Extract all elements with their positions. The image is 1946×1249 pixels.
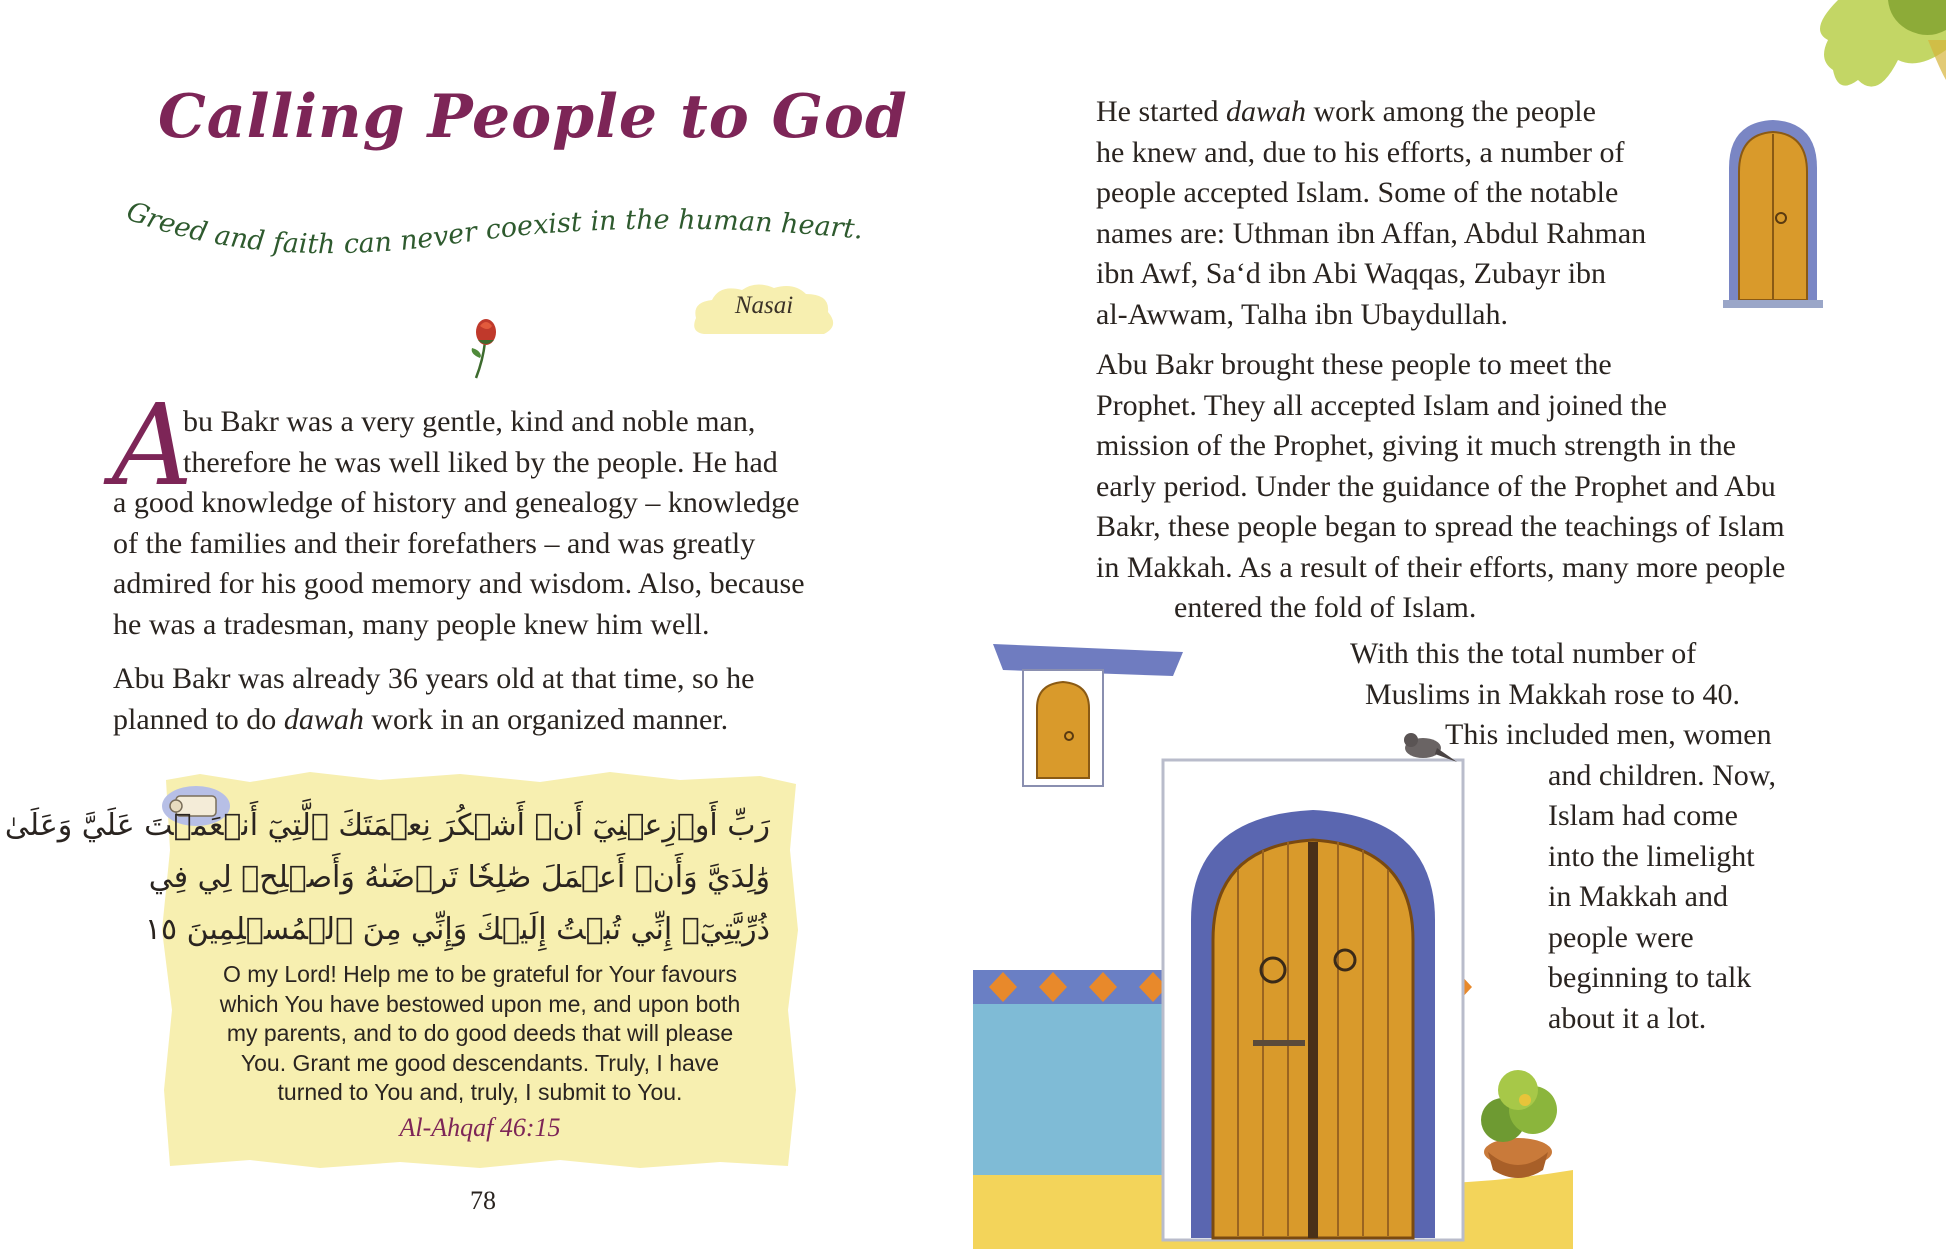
right-paragraph-3-line: in Makkah and [1548, 880, 1728, 913]
text-run: planned to do [113, 702, 284, 736]
paragraph-1 [113, 402, 833, 645]
text-run: work among the people [1305, 95, 1596, 128]
italic-term: dawah [1225, 95, 1306, 128]
verse-translation-line: You. Grant me good descendants. Truly, I have [240, 1049, 720, 1076]
right-paragraph-2-line: Prophet. They all accepted Islam and joined the [1096, 388, 1667, 422]
page-number: 78 [470, 1186, 496, 1215]
plant-pot-icon [1481, 1070, 1557, 1178]
right-paragraph-1-line: ibn Awf, Sa‘d ibn Abi Waqqas, Zubayr ibn [1096, 257, 1607, 290]
paragraph-1-line: of the families and their forefathers – and was greatly [113, 526, 756, 560]
right-paragraph-3-line: beginning to talk [1548, 961, 1752, 994]
verse-arabic-line: وَٰلِدَيَّ وَأَنۡ أَعۡمَلَ صَٰلِحٗا تَرۡضَىٰهُ وَأَصۡلِحۡ لِي فِي [148, 860, 770, 895]
hadith-quote-text [122, 196, 864, 261]
paragraph-1-line: admired for his good memory and wisdom. Also, because [113, 567, 805, 600]
right-paragraph-2-line: Bakr, these people began to spread the teachings of Islam [1096, 510, 1785, 543]
right-paragraph-1-line: names are: Uthman ibn Affan, Abdul Rahman [1096, 216, 1647, 250]
foliage-icon [1778, 0, 1946, 105]
verse-reference: Al-Ahqaf 46:15 [399, 1113, 561, 1142]
small-door-illustration [1723, 118, 1823, 308]
verse-translation-line: which You have bestowed upon me, and upon both [219, 990, 741, 1017]
paragraph-1-line: therefore he was well liked by the people. He had [183, 445, 778, 479]
paragraph-2-line: Abu Bakr was already 36 years old at that time, so he [113, 662, 755, 695]
verse-translation-line: my parents, and to do good deeds that will please [226, 1020, 734, 1046]
right-paragraph-2-line: entered the fold of Islam. [1174, 591, 1477, 624]
right-paragraph-3 [1123, 634, 1776, 1039]
right-paragraph-2-line: mission of the Prophet, giving it much strength in the [1096, 429, 1736, 462]
italic-term: dawah [283, 702, 364, 736]
hadith-source: Nasai [734, 292, 794, 319]
verse-translation [175, 960, 785, 1108]
right-paragraph-1 [1096, 92, 1646, 335]
text-run: He started [1096, 95, 1226, 128]
verse-translation-line: O my Lord! Help me to be grateful for Your favours [223, 961, 737, 987]
paragraph-1-line: he was a tradesman, many people knew him well. [113, 607, 710, 641]
right-paragraph-2 [1096, 345, 1785, 629]
right-paragraph-1-line [1096, 92, 1646, 133]
right-paragraph-3-line: and children. Now, [1548, 758, 1776, 792]
right-paragraph-3-line: Islam had come [1548, 799, 1738, 832]
right-page [973, 0, 1946, 1249]
verse-translation-line: turned to You and, truly, I submit to You. [277, 1079, 683, 1105]
right-paragraph-3-line: into the limelight [1548, 839, 1755, 873]
right-paragraph-3-line: Muslims in Makkah rose to 40. [1365, 677, 1740, 711]
right-paragraph-3-line: This included men, women [1445, 718, 1772, 751]
verse-arabic [4, 800, 770, 956]
paragraph-2 [113, 659, 833, 740]
right-paragraph-1-line: he knew and, due to his efforts, a number of [1096, 135, 1625, 169]
text-run: work in an organized manner. [363, 702, 729, 736]
right-paragraph-2-line: Abu Bakr brought these people to meet the [1096, 348, 1612, 381]
right-paragraph-3-line: people were [1548, 920, 1694, 954]
paragraph-2-line [113, 700, 833, 741]
right-paragraph-3-line: With this the total number of [1350, 637, 1697, 670]
right-paragraph-1-line: al-Awwam, Talha ibn Ubaydullah. [1096, 297, 1508, 331]
right-paragraph-3-line: about it a lot. [1548, 1001, 1707, 1035]
right-paragraph-1-line: people accepted Islam. Some of the notable [1096, 176, 1619, 209]
drop-cap: A [112, 381, 193, 511]
paragraph-1-line: bu Bakr was a very gentle, kind and noble man, [183, 405, 756, 438]
verse-arabic-line: رَبِّ أَوۡزِعۡنِيٓ أَنۡ أَشۡكُرَ نِعۡمَتَكَ ٱلَّتِيٓ أَنۡعَمۡتَ عَلَيَّ وَعَلَىٰ [4, 808, 770, 843]
rose-icon [468, 318, 502, 380]
right-paragraph-2-line: early period. Under the guidance of the Prophet and Abu [1096, 469, 1776, 503]
paragraph-1-line: a good knowledge of history and genealogy – knowledge [113, 486, 800, 519]
hadith-quote-textpath: Greed and faith can never coexist in the human heart. [122, 195, 865, 261]
right-paragraph-2-line: in Makkah. As a result of their efforts, many more people [1096, 550, 1786, 584]
verse-arabic-line: ذُرِّيَّتِيٓۖ إِنِّي تُبۡتُ إِلَيۡكَ وَإِنِّي مِنَ ٱلۡمُسۡلِمِينَ ١٥ [144, 912, 770, 947]
page-title: Calling People to God [158, 82, 908, 152]
